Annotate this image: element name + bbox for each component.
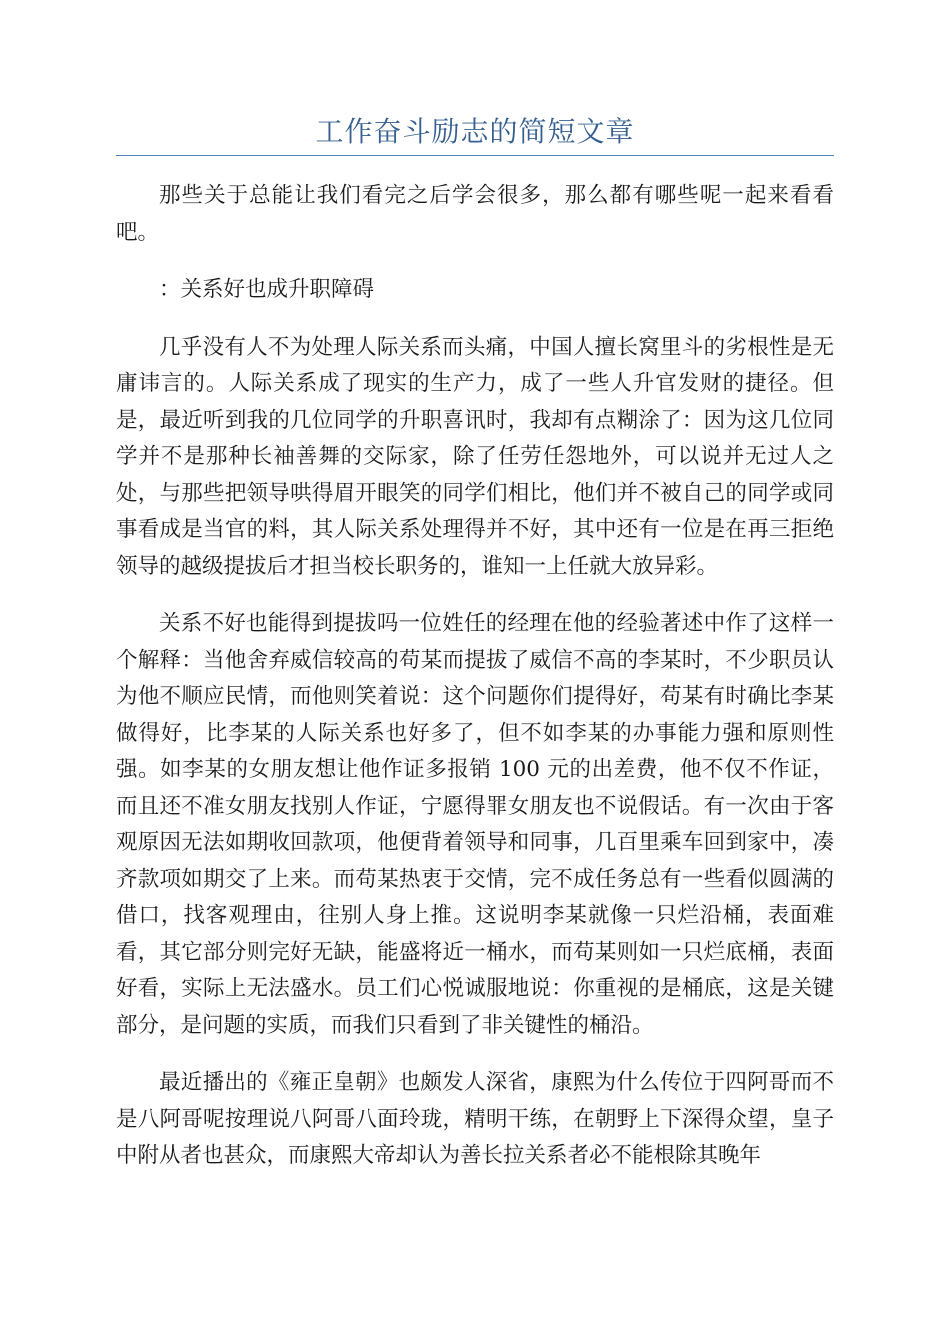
paragraph: 关系不好也能得到提拔吗一位姓任的经理在他的经验著述中作了这样一个解释：当他舍弃威信较高的苟某而提拔了威信不高的李某时，不少职员认为他不顺应民情，而他则笑着说：这个问题你们提得好，苟某有时确比李某做得好，比李某的人际关系也好多了，但不如李某的办事能力强和原则性强。如李某的女朋友想让他作证多报销 100 元的出差费，他不仅不作证，而且还不准女朋友找别人作证，宁愿得罪女朋友也不说假话。有一次由于客观原因无法如期收回款项，他便背着领导和同事，几百里乘车回到家中，凑齐款项如期交了上来。而苟某热衷于交情，完不成任务总有一些看似圆满的借口，找客观理由，往别人身上推。这说明李某就像一只烂沿桶，表面难看，其它部分则完好无缺，能盛将近一桶水，而苟某则如一只烂底桶，表面好看，实际上无法盛水。员工们心悦诚服地说：你重视的是桶底，这是关键部分，是问题的实质，而我们只看到了非关键性的桶沿。 <box>116 611 834 1038</box>
paragraph-intro: 那些关于总能让我们看完之后学会很多，那么都有哪些呢一起来看看吧。 <box>116 183 834 245</box>
paragraph: 最近播出的《雍正皇朝》也颇发人深省，康熙为什么传位于四阿哥而不是八阿哥呢按理说八阿哥八面玲珑，精明干练，在朝野上下深得众望，皇子中附从者也甚众，而康熙大帝却认为善长拉关系者必不能根除其晚年 <box>116 1070 834 1168</box>
document-title: 工作奋斗励志的简短文章 <box>315 115 635 148</box>
title-underline <box>116 155 834 156</box>
paragraph: 几乎没有人不为处理人际关系而头痛，中国人擅长窝里斗的劣根性是无庸讳言的。人际关系成了现实的生产力，成了一些人升官发财的捷径。但是，最近听到我的几位同学的升职喜讯时，我却有点糊涂了：因为这几位同学并不是那种长袖善舞的交际家，除了任劳任怨地外，可以说并无过人之处，与那些把领导哄得眉开眼笑的同学们相比，他们并不被自己的同学或同事看成是当官的料，其人际关系处理得并不好，其中还有一位是在再三拒绝领导的越级提拔后才担当校长职务的，谁知一上任就大放异彩。 <box>116 334 834 579</box>
document-body <box>116 178 834 1196</box>
section-heading: ：关系好也成升职障碍 <box>159 277 375 302</box>
